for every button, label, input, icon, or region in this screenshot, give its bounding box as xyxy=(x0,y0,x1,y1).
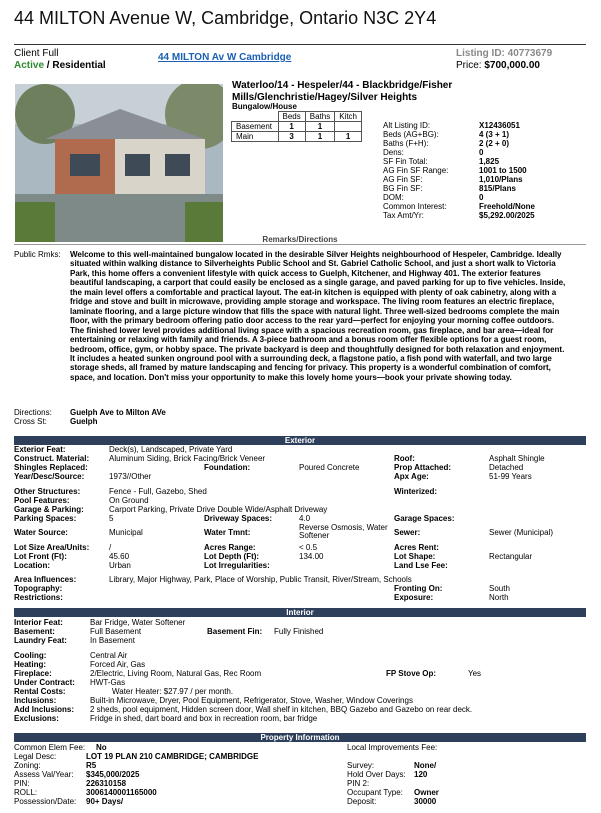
field-value: Water Heater: $27.97 / per month. xyxy=(112,687,234,696)
field-value: 4.0 xyxy=(299,514,311,523)
summary-list xyxy=(383,122,583,222)
summary-key: Common Interest: xyxy=(383,202,447,211)
field-label: Water Source: xyxy=(14,528,68,537)
field-label: Interior Feat: xyxy=(14,618,63,627)
field-label: Lot Shape: xyxy=(394,552,436,561)
field-value: 30000 xyxy=(414,797,437,806)
field-value: 134.00 xyxy=(299,552,324,561)
field-value: < 0.5 xyxy=(299,543,318,552)
summary-key: AG Fin SF: xyxy=(383,175,423,184)
field-label: Foundation: xyxy=(204,463,251,472)
summary-value: Freehold/None xyxy=(479,202,536,211)
property-section-header: Property Information xyxy=(14,733,586,742)
field-label: Hold Over Days: xyxy=(347,770,406,779)
field-label: Garage & Parking: xyxy=(14,505,84,514)
field-label: Rental Costs: xyxy=(14,687,66,696)
field-value: Fridge in shed, dart board and box in recreation room, bar fridge xyxy=(90,714,318,723)
listing-id: Listing ID: 40773679 xyxy=(456,48,553,59)
remarks-divider xyxy=(14,244,586,245)
field-label: Apx Age: xyxy=(394,472,429,481)
table-cell: 1 xyxy=(305,132,334,142)
summary-value: 815/Plans xyxy=(479,184,516,193)
field-label: Lot Front (Ft): xyxy=(14,552,67,561)
interior-section-header: Interior xyxy=(14,608,586,617)
field-value: Forced Air, Gas xyxy=(90,660,146,669)
field-value: Carport Parking, Private Drive Double Wide/Asphalt Driveway xyxy=(109,505,328,514)
field-value: 5 xyxy=(109,514,114,523)
field-label: Survey: xyxy=(347,761,375,770)
field-label: Restrictions: xyxy=(14,593,63,602)
field-value: 45.60 xyxy=(109,552,130,561)
summary-key: SF Fin Total: xyxy=(383,157,428,166)
field-value: Poured Concrete xyxy=(299,463,360,472)
field-value: Municipal xyxy=(109,528,143,537)
summary-key: Alt Listing ID: xyxy=(383,121,431,130)
summary-value: X12436051 xyxy=(479,121,520,130)
field-label: Local Improvements Fee: xyxy=(347,743,438,752)
field-value: 90+ Days/ xyxy=(86,797,124,806)
field-value: LOT 19 PLAN 210 CAMBRIDGE; CAMBRIDGE xyxy=(86,752,259,761)
directions-label: Directions: xyxy=(14,408,52,417)
summary-value: 0 xyxy=(479,193,484,202)
field-label: Heating: xyxy=(14,660,46,669)
field-label: Topography: xyxy=(14,584,63,593)
field-value: In Basement xyxy=(90,636,135,645)
summary-key: Beds (AG+BG): xyxy=(383,130,439,139)
summary-value: 1,010/Plans xyxy=(479,175,523,184)
exterior-section-header: Exterior xyxy=(14,436,586,445)
field-label: PIN: xyxy=(14,779,30,788)
field-value: 1973//Other xyxy=(109,472,152,481)
field-value: Bar Fridge, Water Softener xyxy=(90,618,186,627)
field-value: Softener xyxy=(299,531,330,540)
table-cell: 1 xyxy=(278,122,305,132)
field-value: Built-in Microwave, Dryer, Pool Equipment, Refrigerator, Stove, Washer, Window Coverings xyxy=(90,696,413,705)
field-value: Reverse Osmosis, Water xyxy=(299,523,388,532)
field-value: R5 xyxy=(86,761,97,770)
field-label: Deposit: xyxy=(347,797,377,806)
field-label: Pool Features: xyxy=(14,496,70,505)
field-label: Driveway Spaces: xyxy=(204,514,273,523)
field-value: Yes xyxy=(468,669,482,678)
field-label: FP Stove Op: xyxy=(386,669,437,678)
field-label: Lot Size Area/Units: xyxy=(14,543,90,552)
table-row xyxy=(232,122,362,132)
field-value: North xyxy=(489,593,509,602)
field-value: Owner xyxy=(414,788,439,797)
summary-key: AG Fin SF Range: xyxy=(383,166,449,175)
field-label: Winterized: xyxy=(394,487,438,496)
field-label: Common Elem Fee: xyxy=(14,743,86,752)
remarks-header: Remarks/Directions xyxy=(262,235,338,244)
field-label: Shingles Replaced: xyxy=(14,463,88,472)
field-label: Year/Desc/Source: xyxy=(14,472,85,481)
field-label: Prop Attached: xyxy=(394,463,452,472)
field-label: Under Contract: xyxy=(14,678,75,687)
field-label: Legal Desc: xyxy=(14,752,57,761)
field-label: Location: xyxy=(14,561,50,570)
field-label: Possession/Date: xyxy=(14,797,77,806)
status-badge: Active xyxy=(14,60,45,71)
field-value: / xyxy=(109,543,112,552)
table-header: Beds xyxy=(278,112,305,122)
field-label: Zoning: xyxy=(14,761,41,770)
field-value: Library, Major Highway, Park, Place of Worship, Public Transit, River/Stream, Schools xyxy=(109,575,412,584)
field-label: Fronting On: xyxy=(394,584,443,593)
field-value: 120 xyxy=(414,770,428,779)
property-photo[interactable] xyxy=(15,84,223,242)
field-label: Add Inclusions: xyxy=(14,705,74,714)
client-full-label: Client Full xyxy=(14,48,59,59)
field-label: Sewer: xyxy=(394,528,421,537)
field-value: South xyxy=(489,584,510,593)
table-cell: 1 xyxy=(305,122,334,132)
table-cell: Basement xyxy=(232,122,279,132)
field-label: Parking Spaces: xyxy=(14,514,77,523)
summary-key: Baths (F+H): xyxy=(383,139,429,148)
price-label: Price: xyxy=(456,60,482,71)
cross-street-value: Guelph xyxy=(70,417,98,426)
field-label: Acres Range: xyxy=(204,543,256,552)
field-label: Lot Irregularities: xyxy=(204,561,270,570)
field-value: Full Basement xyxy=(90,627,142,636)
field-value: Asphalt Shingle xyxy=(489,454,545,463)
field-label: Fireplace: xyxy=(14,669,52,678)
summary-value: 1001 to 1500 xyxy=(479,166,527,175)
field-value: Deck(s), Landscaped, Private Yard xyxy=(109,445,233,454)
field-value: 51-99 Years xyxy=(489,472,532,481)
area-description: Waterloo/14 - Hespeler/44 - Blackbridge/Fisher Mills/Glenchristie/Hagey/Silver Heights xyxy=(232,80,453,103)
table-header: Kitch xyxy=(335,112,362,122)
field-label: Other Structures: xyxy=(14,487,81,496)
field-value: 2/Electric, Living Room, Natural Gas, Rec Room xyxy=(90,669,262,678)
page-title: 44 MILTON Avenue W, Cambridge, Ontario N3C 2Y4 xyxy=(14,8,437,28)
field-label: PIN 2: xyxy=(347,779,370,788)
summary-key: DOM: xyxy=(383,193,404,202)
field-value: 2 sheds, pool equipment, Hidden screen door, Wall shelf in kitchen, BBQ Gazebo and Gazebo on rear deck. xyxy=(90,705,473,714)
field-label: Acres Rent: xyxy=(394,543,439,552)
summary-key: Dens: xyxy=(383,148,404,157)
field-value: Aluminum Siding, Brick Facing/Brick Veneer xyxy=(109,454,266,463)
field-value: $345,000/2025 xyxy=(86,770,140,779)
field-label: Exclusions: xyxy=(14,714,59,723)
table-cell: Main xyxy=(232,132,279,142)
property-type: / Residential xyxy=(46,60,106,71)
field-label: Land Lse Fee: xyxy=(394,561,448,570)
field-label: Water Tmnt: xyxy=(204,528,251,537)
field-value: Urban xyxy=(109,561,131,570)
price-value: $700,000.00 xyxy=(484,60,540,71)
public-remarks-label: Public Rmks: xyxy=(14,250,61,259)
field-label: Basement Fin: xyxy=(207,627,263,636)
rooms-table xyxy=(231,111,362,142)
cross-street-label: Cross St: xyxy=(14,417,47,426)
field-label: Cooling: xyxy=(14,651,47,660)
field-value: Central Air xyxy=(90,651,128,660)
field-label: Garage Spaces: xyxy=(394,514,455,523)
field-value: No xyxy=(96,743,107,752)
field-label: Exterior Feat: xyxy=(14,445,66,454)
summary-key: BG Fin SF: xyxy=(383,184,423,193)
directions-value: Guelph Ave to Milton AVe xyxy=(70,408,166,417)
summary-value: 1,825 xyxy=(479,157,500,166)
summary-key: Tax Amt/Yr: xyxy=(383,211,424,220)
field-value: HWT-Gas xyxy=(90,678,126,687)
field-label: Area Influences: xyxy=(14,575,77,584)
public-remarks: Welcome to this well-maintained bungalow located in the desirable Silver Heights neighbourhood of Hespeler, Cambridge. Ideally situated within walking distance to Silverheights Public School and St. Gabriel Catholic School, and just a short walk to Victoria Park, this home offers a convenient lifestyle with quick access to Guelph, Kitchener, and Highway 401. The exterior features beautiful landscaping, a carport that could easily be enclosed as a single garage, and paved parking for up to five vehicles. Inside, the main level offers a comfortable and practical layout. The eat-in kitchen is equipped with plenty of oak cabinetry, along with a fridge and stove and built in microwave, providing ample storage and workspace. The living room features an electric fireplace, laminate flooring, and a large picture window that fills the space with natural light. Three well-sized bedrooms complete the main floor, with the primary bedroom offering patio door access to the rear yard—perfect for enjoying your morning coffee outdoors. The finished lower level provides additional living space with a spacious recreation room, gas fireplace, and bar area—ideal for entertaining or relaxing with family and friends. A 3-piece bathroom and a bonus room offer flexible options for a guest room, bedroom, office, gym, or hobby space. The private backyard is deep and thoughtfully designed for both relaxation and enjoyment. It includes a heated sunken onground pool with a surrounding deck, a flagstone patio, a fish pond with waterfall, and two large storage sheds, all framed by mature landscaping and fencing for privacy. This property is a wonderful combination of comfort, space, and location. Don't miss your opportunity to make this lovely home yours—book your private showing today. xyxy=(70,250,566,382)
table-cell: 1 xyxy=(335,132,362,142)
home-style: Bungalow/House xyxy=(232,102,297,111)
table-header: Baths xyxy=(305,112,334,122)
field-label: Basement: xyxy=(14,627,55,636)
field-value: Sewer (Municipal) xyxy=(489,528,554,537)
field-value: On Ground xyxy=(109,496,149,505)
field-label: Laundry Feat: xyxy=(14,636,67,645)
summary-value: 2 (2 + 0) xyxy=(479,139,510,148)
table-cell xyxy=(232,112,279,122)
field-label: Occupant Type: xyxy=(347,788,403,797)
header-divider xyxy=(14,44,586,45)
field-label: Exposure: xyxy=(394,593,434,602)
summary-value: 0 xyxy=(479,148,484,157)
field-label: Roof: xyxy=(394,454,415,463)
table-row xyxy=(232,112,362,122)
table-cell xyxy=(335,122,362,132)
house-photo-icon xyxy=(15,84,223,242)
field-label: Construct. Material: xyxy=(14,454,90,463)
address-link[interactable] xyxy=(158,47,291,65)
field-label: Lot Depth (Ft): xyxy=(204,552,260,561)
field-label: Inclusions: xyxy=(14,696,57,705)
field-value: Detached xyxy=(489,463,524,472)
table-cell: 3 xyxy=(278,132,305,142)
field-label: Assess Val/Year: xyxy=(14,770,74,779)
address-link-text[interactable]: 44 MILTON Av W Cambridge xyxy=(158,52,292,63)
field-value: Fence - Full, Gazebo, Shed xyxy=(109,487,207,496)
field-value: Fully Finished xyxy=(274,627,324,636)
table-row xyxy=(232,132,362,142)
price-line xyxy=(456,60,540,71)
summary-value: 4 (3 + 1) xyxy=(479,130,510,139)
field-label: ROLL: xyxy=(14,788,38,797)
field-value: 226310158 xyxy=(86,779,127,788)
field-value: 3006140001165000 xyxy=(86,788,157,797)
field-value: Rectangular xyxy=(489,552,533,561)
field-value: None/ xyxy=(414,761,437,770)
status-line xyxy=(14,60,106,71)
summary-value: $5,292.00/2025 xyxy=(479,211,535,220)
